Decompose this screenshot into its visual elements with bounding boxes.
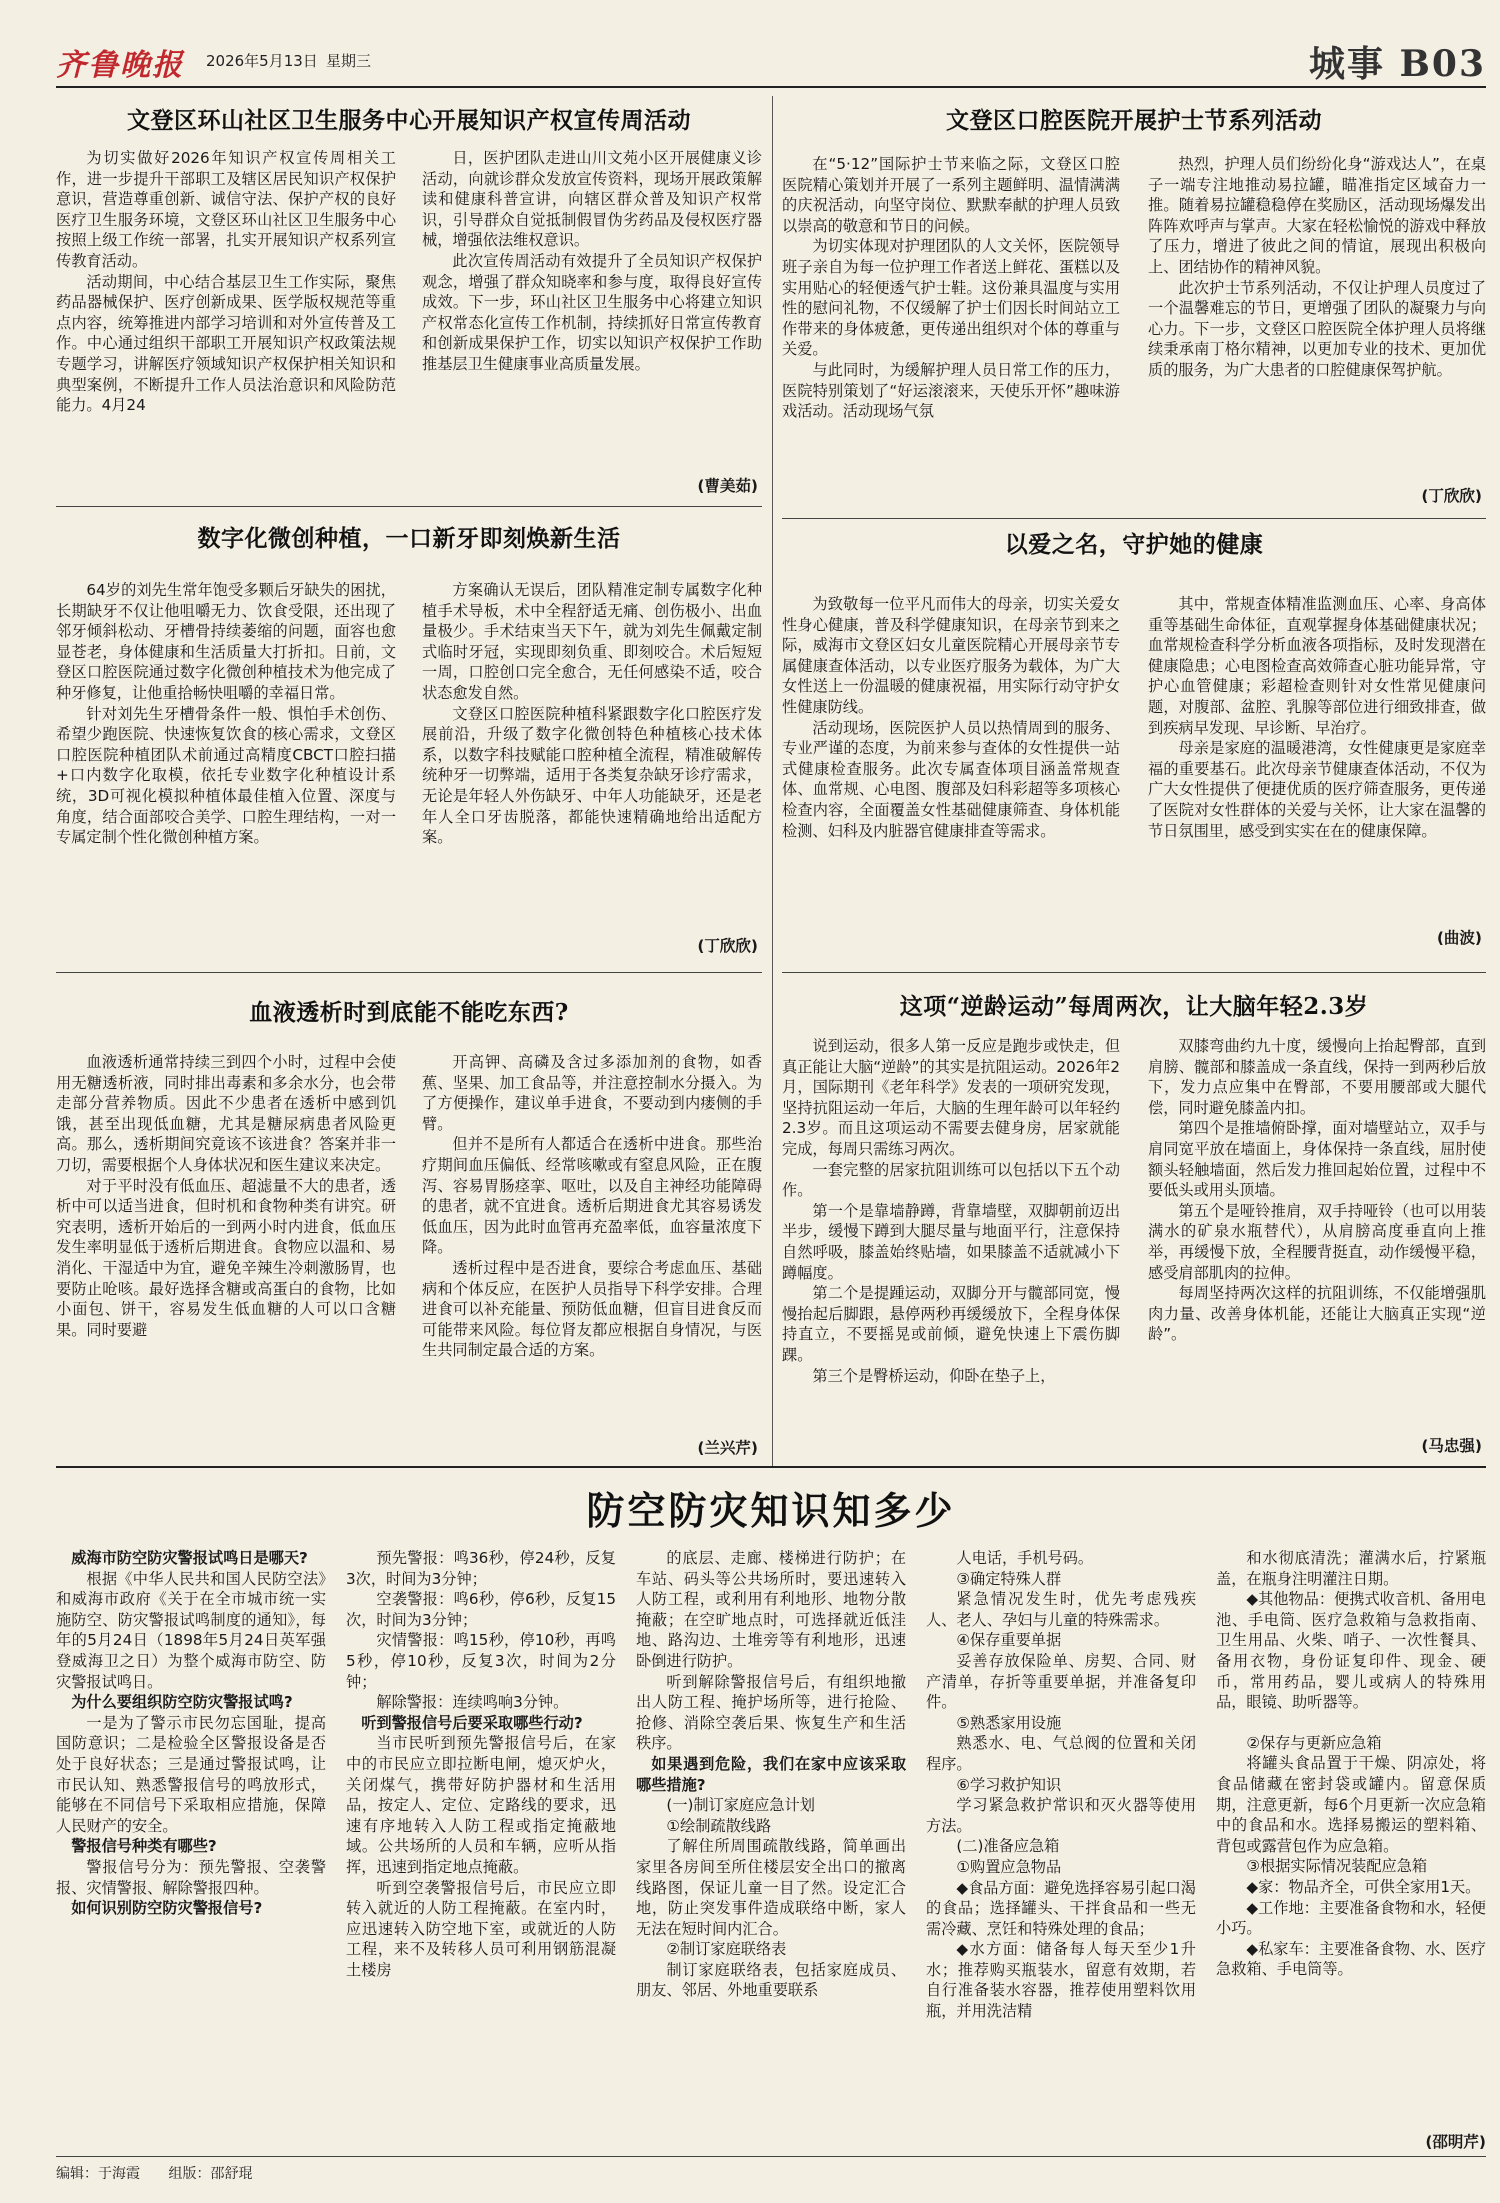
article-dialysis: [56, 980, 762, 1460]
paragraph: ①绘制疏散线路: [666, 1816, 772, 1835]
article-ip-week: [56, 96, 762, 496]
article-title: 数字化微创种植，一口新牙即刻焕新生活: [197, 525, 621, 552]
paragraph: 第一个是靠墙静蹲，背靠墙壁，双脚朝前迈出半步，缓慢下蹲到大腿尽量与地面平行，注意保持自然呼吸，膝盖始终贴墙，如果膝盖不适就减小下蹲幅度。: [782, 1201, 1120, 1282]
paragraph: ⑤熟悉家用设施: [956, 1713, 1062, 1732]
paragraph: 空袭警报：鸣6秒，停6秒，反复15次，时间为3分钟；: [346, 1590, 616, 1629]
paragraph: 将罐头食品置于干燥、阴凉处，将食品储藏在密封袋或罐内。留意保质期，注意更新，每6个月更新一次应急箱中的食品和水。选择易搬运的塑料箱、背包或露营包作为应急箱。: [1216, 1754, 1486, 1855]
paragraph: 64岁的刘先生常年饱受多颗后牙缺失的困扰，长期缺牙不仅让他咀嚼无力、饮食受限，还出现了邻牙倾斜松动、牙槽骨持续萎缩的问题，面容也愈显苍老，身体健康和生活质量大打折扣。日前，文登区口腔医院通过数字化微创种植技术为他完成了种牙修复，让他重拾畅快咀嚼的幸福日常。: [56, 581, 396, 702]
article-title: 血液透析时到底能不能吃东西?: [249, 999, 569, 1026]
masthead-logo: 齐鲁晚报: [56, 48, 184, 83]
page-footer: [56, 2163, 276, 2183]
article-column: [636, 1548, 906, 2148]
article-nurses-day: [782, 96, 1486, 512]
paragraph: 紧急情况发生时，优先考虑残疾人、老人、孕妇与儿童的特殊需求。: [926, 1590, 1196, 1629]
article-column: [1216, 1548, 1486, 2148]
paragraph: 活动现场，医院医护人员以热情周到的服务、专业严谨的态度，为前来参与查体的女性提供一站式健康检查服务。此次专属查体项目涵盖常规查体、血常规、心电图、腹部及妇科彩超等多项核心检查内容，全面覆盖女性基础健康筛查、身体机能检测、妇科及内脏器官健康排查等需求。: [782, 718, 1120, 840]
article-title: 以爱之名，守护她的健康: [1004, 531, 1264, 558]
paragraph: 开高钾、高磷及含过多添加剂的食物，如香蕉、坚果、加工食品等，并注意控制水分摄入。为了方便操作，建议单手进食，不要动到内瘘侧的手臂。: [422, 1053, 762, 1133]
byline: (曲波): [1436, 929, 1482, 947]
paragraph: 说到运动，很多人第一反应是跑步或快走，但真正能让大脑“逆龄”的其实是抗阻运动。2026年2月，国际期刊《老年科学》发表的一项研究发现，坚持抗阻运动一年后，大脑的生理年龄可以年轻约2.3岁。而且这项运动不需要去健身房，居家就能完成，每周只需练习两次。: [782, 1037, 1120, 1158]
header-rule: [56, 86, 1486, 88]
article-separator: [782, 972, 1486, 973]
article-mothers-day: [782, 522, 1486, 966]
paragraph: 但并不是所有人都适合在透析中进食。那些治疗期间血压偏低、经常咳嗽或有窒息风险，正在腹泻、容易胃肠痉挛、呕吐，以及自主神经功能障碍的患者，就不宜进食。透析后期进食尤其容易诱发低血压，因为此时血管再充盈率低，血容量浓度下降。: [422, 1135, 762, 1257]
article-column: [422, 580, 762, 956]
paragraph: ◆食品方面：避免选择容易引起口渴的食品；选择罐头、干拌食品和一些无需冷藏、烹饪和特殊处理的食品；: [926, 1878, 1196, 1938]
paragraph: 灾情警报：鸣15秒，停10秒，再鸣5秒，停10秒，反复3次，时间为2分钟；: [346, 1631, 616, 1691]
paragraph: 为切实体现对护理团队的人文关怀，医院领导班子亲自为每一位护理工作者送上鲜花、蛋糕以及实用贴心的轻便透气护士鞋。这份兼具温度与实用性的慰问礼物，不仅缓解了护士们因长时间站立工作带来的身体疲惫，更传递出组织对个体的尊重与关爱。: [782, 237, 1120, 359]
question-heading: 如果遇到危险，我们在家中应该采取哪些措施?: [636, 1754, 906, 1794]
paragraph: 解除警报：连续鸣响3分钟。: [376, 1693, 569, 1712]
article-title: 文登区环山社区卫生服务中心开展知识产权宣传周活动: [127, 107, 691, 134]
paragraph: 和水彻底清洗；灌满水后，拧紧瓶盖，在瓶身注明灌注日期。: [1216, 1549, 1486, 1588]
paragraph: (一)制订家庭应急计划: [666, 1796, 815, 1815]
paragraph: ③根据实际情况装配应急箱: [1246, 1857, 1428, 1876]
question-heading: 为什么要组织防空防灾警报试鸣?: [71, 1693, 293, 1712]
paragraph: ②制订家庭联络表: [666, 1940, 787, 1959]
article-separator: [56, 972, 762, 973]
byline: (丁欣欣): [1421, 487, 1482, 505]
section-rule: [56, 1466, 1486, 1468]
paragraph: 针对刘先生牙槽骨条件一般、惧怕手术创伤、希望少跑医院、快速恢复饮食的核心需求，文登区口腔医院种植团队术前通过高精度CBCT口腔扫描+口内数字化取模，依托专业数字化种植设计系统，3D可视化模拟种植体最佳植入位置、深度与角度，结合面部咬合美学、口腔生理结构，一对一专属定制个性化微创种植方案。: [56, 704, 396, 847]
paragraph: 根据《中华人民共和国人民防空法》和威海市政府《关于在全市城市统一实施防空、防灾警报试鸣制度的通知》，每年的5月24日（1898年5月24日英军强登威海卫之日）为整个威海市防空、防灾警报试鸣日。: [56, 1569, 326, 1691]
paragraph: 此次宣传周活动有效提升了全员知识产权保护观念，增强了群众知晓率和参与度，取得良好宣传成效。下一步，环山社区卫生服务中心将建立知识产权常态化宣传工作机制，持续抓好日常宣传教育和创新成果保护工作，切实以知识产权保护工作助推基层卫生健康事业高质量发展。: [422, 251, 762, 373]
paragraph: ③确定特殊人群: [956, 1569, 1062, 1588]
article-air-defense: [56, 1548, 1486, 2153]
article-column: [782, 594, 1120, 954]
byline: (曹美茹): [697, 477, 758, 495]
paragraph: (二)准备应急箱: [956, 1837, 1060, 1856]
paragraph: 妥善存放保险单、房契、合同、财产清单，存折等重要单据，并准备复印件。: [926, 1651, 1196, 1712]
byline: (邵明芹): [1425, 2133, 1486, 2151]
paragraph: [1216, 1713, 1486, 1733]
footer-rule: [56, 2156, 1486, 2157]
article-column: [422, 148, 762, 488]
article-column: [56, 580, 396, 956]
section-label: 城事 B03: [1308, 43, 1486, 85]
paragraph: 学习紧急救护常识和灭火器等使用方法。: [926, 1796, 1196, 1835]
paragraph: 听到空袭警报信号后，市民应立即转入就近的人防工程掩蔽。在室内时，应迅速转入防空地下室，或就近的人防工程，来不及转移人员可利用钢筋混凝土楼房: [346, 1878, 616, 1979]
article-title: 这项“逆龄运动”每周两次，让大脑年轻2.3岁: [899, 993, 1369, 1020]
article-resistance-exercise: [782, 980, 1486, 1460]
paragraph: 一套完整的居家抗阻训练可以包括以下五个动作。: [782, 1160, 1120, 1200]
issue-date: 2026年5月13日: [206, 52, 318, 70]
paragraph: 第四个是推墙俯卧撑，面对墙壁站立，双手与肩同宽平放在墙面上，身体保持一条直线，屈肘使额头轻触墙面，然后发力推回起始位置，过程中不要低头或用头顶墙。: [1148, 1119, 1486, 1200]
question-heading: 警报信号种类有哪些?: [71, 1837, 217, 1856]
feature-title: 防空防灾知识知多少: [586, 1488, 956, 1533]
article-separator: [782, 518, 1486, 519]
paragraph: ④保存重要单据: [956, 1631, 1062, 1650]
paragraph: 第三个是臀桥运动，仰卧在垫子上，: [812, 1366, 1056, 1385]
paragraph: 警报信号分为：预先警报、空袭警报、灾情警报、解除警报四种。: [56, 1857, 326, 1897]
article-column: [782, 1036, 1120, 1456]
issue-weekday: 星期三: [326, 52, 372, 70]
article-title: 文登区口腔医院开展护士节系列活动: [946, 107, 1322, 134]
paragraph: 方案确认无误后，团队精准定制专属数字化种植手术导板，术中全程舒适无痛、创伤极小、出血量极少。手术结束当天下午，就为刘先生佩戴定制式临时牙冠，实现即刻负重、即刻咬合。术后短短一周，口腔创口完全愈合，无任何感染不适，咬合状态愈发自然。: [422, 581, 762, 702]
article-column: [1148, 154, 1486, 494]
paragraph: 的底层、走廊、楼梯进行防护；在车站、码头等公共场所时，要迅速转入人防工程，或利用有利地形、地物分散掩蔽；在空旷地点时，可选择就近低洼地、路沟边、土堆旁等有利地形，迅速卧倒进行防护。: [636, 1549, 906, 1670]
paragraph: ◆其他物品：便携式收音机、备用电池、手电筒、医疗急救箱与急救指南、卫生用品、火柴、哨子、一次性餐具、备用衣物，身份证复印件、现金、硬币，常用药品，婴儿或病人的特殊用品，眼镜、助听器等。: [1216, 1590, 1486, 1712]
paragraph: ◆私家车：主要准备食物、水、医疗急救箱、手电筒等。: [1216, 1939, 1486, 1979]
paragraph: 第二个是提踵运动，双脚分开与髋部同宽，慢慢抬起后脚跟，悬停两秒再缓缓放下，全程身体保持直立，不要摇晃或前倾，避免快速上下震伤脚踝。: [782, 1284, 1120, 1364]
article-column: [346, 1548, 616, 2148]
question-heading: 威海市防空防灾警报试鸣日是哪天?: [71, 1549, 308, 1567]
article-separator: [56, 506, 762, 507]
paragraph: 为切实做好2026年知识产权宣传周相关工作，进一步提升干部职工及辖区居民知识产权保护意识，营造尊重创新、诚信守法、保护产权的良好医疗卫生服务环境，文登区环山社区卫生服务中心按照上级工作统一部署，扎实开展知识产权系列宣传教育活动。: [56, 149, 396, 270]
paragraph: ◆工作地：主要准备食物和水，轻便小巧。: [1216, 1898, 1486, 1938]
paragraph: ①购置应急物品: [956, 1857, 1062, 1876]
paragraph: 透析过程中是否进食，要综合考虑血压、基础病和个体反应，在医护人员指导下科学安排。合理进食可以补充能量、预防低血糖，但盲目进食反而可能带来风险。每位肾友都应根据自身情况，与医生共同制定最合适的方案。: [422, 1258, 762, 1360]
article-column: [782, 154, 1120, 494]
paragraph: 第五个是哑铃推肩，双手持哑铃（也可以用装满水的矿泉水瓶替代），从肩膀高度垂直向上推举，再缓慢下放，全程腰背挺直，动作缓慢平稳，感受肩部肌肉的拉伸。: [1148, 1201, 1486, 1282]
paragraph: 一是为了警示市民勿忘国耻，提高国防意识；二是检验全区警报设备是否处于良好状态；三是通过警报试鸣，让市民认知、熟悉警报信号的鸣放形式，能够在不同信号下采取相应措施，保障人民财产的安全。: [56, 1713, 326, 1835]
paragraph: 此次护士节系列活动，不仅让护理人员度过了一个温馨难忘的节日，更增强了团队的凝聚力与向心力。下一步，文登区口腔医院全体护理人员将继续秉承南丁格尔精神，以更加专业的技术、更加优质的服务，为广大患者的口腔健康保驾护航。: [1148, 278, 1486, 379]
paragraph: 日，医护团队走进山川文苑小区开展健康义诊活动，向就诊群众发放宣传资料，现场开展政策解读和健康科普宣讲，向辖区群众普及知识产权常识，引导群众自觉抵制假冒伪劣药品及侵权医疗器械，增强依法维权意识。: [422, 149, 762, 250]
paragraph: 与此同时，为缓解护理人员日常工作的压力，医院特别策划了“好运滚滚来，天使乐开怀”趣味游戏活动。活动现场气氛: [782, 360, 1120, 421]
byline: (马忠强): [1421, 1437, 1482, 1455]
paragraph: ⑥学习救护知识: [956, 1775, 1062, 1794]
article-column: [1148, 1036, 1486, 1456]
byline: (丁欣欣): [697, 937, 758, 955]
paragraph: 人电话，手机号码。: [956, 1549, 1094, 1567]
paragraph: 双膝弯曲约九十度，缓慢向上抬起臀部，直到肩膀、髋部和膝盖成一条直线，保持一到两秒后放下，发力点应集中在臀部，不要用腰部或大腿代偿，同时避免膝盖内扣。: [1148, 1037, 1486, 1117]
question-heading: 听到警报信号后要采取哪些行动?: [361, 1713, 583, 1732]
paragraph: 母亲是家庭的温暖港湾，女性健康更是家庭幸福的重要基石。此次母亲节健康查体活动，不仅为广大女性提供了便捷优质的医疗筛查服务，更传递了医院对女性群体的关爱与关怀，让大家在温馨的节日氛围里，感受到实实在在的健康保障。: [1148, 739, 1486, 840]
question-heading: 如何识别防空防灾警报信号?: [71, 1899, 263, 1918]
paragraph: 为致敬每一位平凡而伟大的母亲，切实关爱女性身心健康，普及科学健康知识，在母亲节到来之际，威海市文登区妇女儿童医院精心开展母亲节专属健康查体活动，以专业医疗服务为载体，为广大女性送上一份温暖的健康祝福，用实际行动守护女性健康防线。: [782, 595, 1120, 716]
article-column: [56, 148, 396, 488]
article-dental-implant: [56, 514, 762, 964]
paragraph: 文登区口腔医院种植科紧跟数字化口腔医疗发展前沿，升级了数字化微创特色种植核心技术体系，以数字科技赋能口腔种植全流程，精准破解传统种牙一切弊端，适用于各类复杂缺牙诊疗需求，无论是年轻人外伤缺牙、中年人功能缺牙，还是老年人全口牙齿脱落，都能快速精确地给出适配方案。: [422, 704, 762, 847]
paragraph: 热烈，护理人员们纷纷化身“游戏达人”，在桌子一端专注地推动易拉罐，瞄准指定区域奋力一推。随着易拉罐稳稳停在奖励区，活动现场爆发出阵阵欢呼声与掌声。大家在轻松愉悦的游戏中释放了压力，增进了彼此之间的情谊，展现出积极向上、团结协作的精神风貌。: [1148, 155, 1486, 276]
page-header: [56, 36, 1486, 84]
paragraph: 听到解除警报信号后，有组织地撤出人防工程、掩护场所等，进行抢险、抢修、消除空袭后果、恢复生产和生活秩序。: [636, 1672, 906, 1753]
paragraph: ◆家：物品齐全，可供全家用1天。: [1246, 1877, 1481, 1896]
article-column: [56, 1052, 396, 1452]
article-column: [926, 1548, 1196, 2148]
paragraph: ②保存与更新应急箱: [1246, 1733, 1382, 1752]
paragraph: 预先警报：鸣36秒，停24秒，反复3次，时间为3分钟；: [346, 1549, 616, 1588]
paragraph: 活动期间，中心结合基层卫生工作实际，聚焦药品器械保护、医疗创新成果、医学版权规范等重点内容，统筹推进内部学习培训和对外宣传普及工作。中心通过组织干部职工开展知识产权政策法规专题学习，讲解医疗领域知识产权保护相关知识和典型案例，不断提升工作人员法治意识和风险防范能力。4月24: [56, 272, 396, 415]
article-column: [56, 1548, 326, 2148]
article-column: [422, 1052, 762, 1452]
paragraph: 当市民听到预先警报信号后，在家中的市民应立即拉断电闸，熄灭炉火，关闭煤气，携带好防护器材和生活用品，按定人、定位、定路线的要求，迅速有序地转入人防工程或指定掩蔽地域。公共场所的人员和车辆，应听从指挥，迅速到指定地点掩蔽。: [346, 1734, 616, 1876]
paragraph: 在“5·12”国际护士节来临之际，文登区口腔医院精心策划并开展了一系列主题鲜明、温情满满的庆祝活动，向坚守岗位、默默奉献的护理人员致以崇高的敬意和节日的问候。: [782, 155, 1120, 235]
paragraph: 了解住所周围疏散线路，简单画出家里各房间至所住楼层安全出口的撤离线路图，保证儿童一目了然。设定汇合地，防止突发事件造成联络中断，家人无法在短时间内汇合。: [636, 1837, 906, 1938]
paragraph: 其中，常规查体精准监测血压、心率、身高体重等基础生命体征，直观掌握身体基础健康状况；血常规检查科学分析血液各项指标，及时发现潜在健康隐患；心电图检查高效筛查心脏功能异常，守护心血管健康；彩超检查则针对女性常见健康问题，对腹部、盆腔、乳腺等部位进行细致排查，做到疾病早发现、早诊断、早治疗。: [1148, 595, 1486, 737]
article-column: [1148, 594, 1486, 954]
paragraph: 熟悉水、电、气总阀的位置和关闭程序。: [926, 1734, 1196, 1773]
paragraph: 制订家庭联络表，包括家庭成员、朋友、邻居、外地重要联系: [636, 1960, 906, 2000]
paragraph: ◆水方面：储备每人每天至少1升水；推荐购买瓶装水，留意有效期，若自行准备装水容器，推荐使用塑料饮用瓶，并用洗洁精: [926, 1940, 1196, 2021]
paragraph: 对于平时没有低血压、超滤量不大的患者，透析中可以适当进食，但时机和食物种类有讲究。研究表明，透析开始后的一到两小时内进食，低血压发生率明显低于透析后期进食。食物应以温和、易消化、干湿适中为宜，避免辛辣生冷刺激肠胃，也要防止呛咳。最好选择含糖或高蛋白的食物，比如小面包、饼干，容易发生低血糖的人可以口含糖果。同时要避: [56, 1176, 396, 1339]
column-divider: [772, 96, 773, 1466]
editor-credit: 编辑：于海霞: [56, 2166, 140, 2182]
paragraph: 血液透析通常持续三到四个小时，过程中会使用无糖透析液，同时排出毒素和多余水分，也会带走部分营养物质。因此不少患者在透析中感到饥饿，甚至出现低血糖，尤其是糖尿病患者风险更高。那么，透析期间究竟该不该进食？答案并非一刀切，需要根据个人身体状况和医生建议来决定。: [56, 1053, 396, 1174]
layout-credit: 组版：邵舒琨: [168, 2166, 253, 2182]
byline: (兰兴芹): [697, 1439, 758, 1457]
paragraph: 每周坚持两次这样的抗阻训练，不仅能增强肌肉力量、改善身体机能，还能让大脑真正实现“逆龄”。: [1148, 1284, 1486, 1344]
